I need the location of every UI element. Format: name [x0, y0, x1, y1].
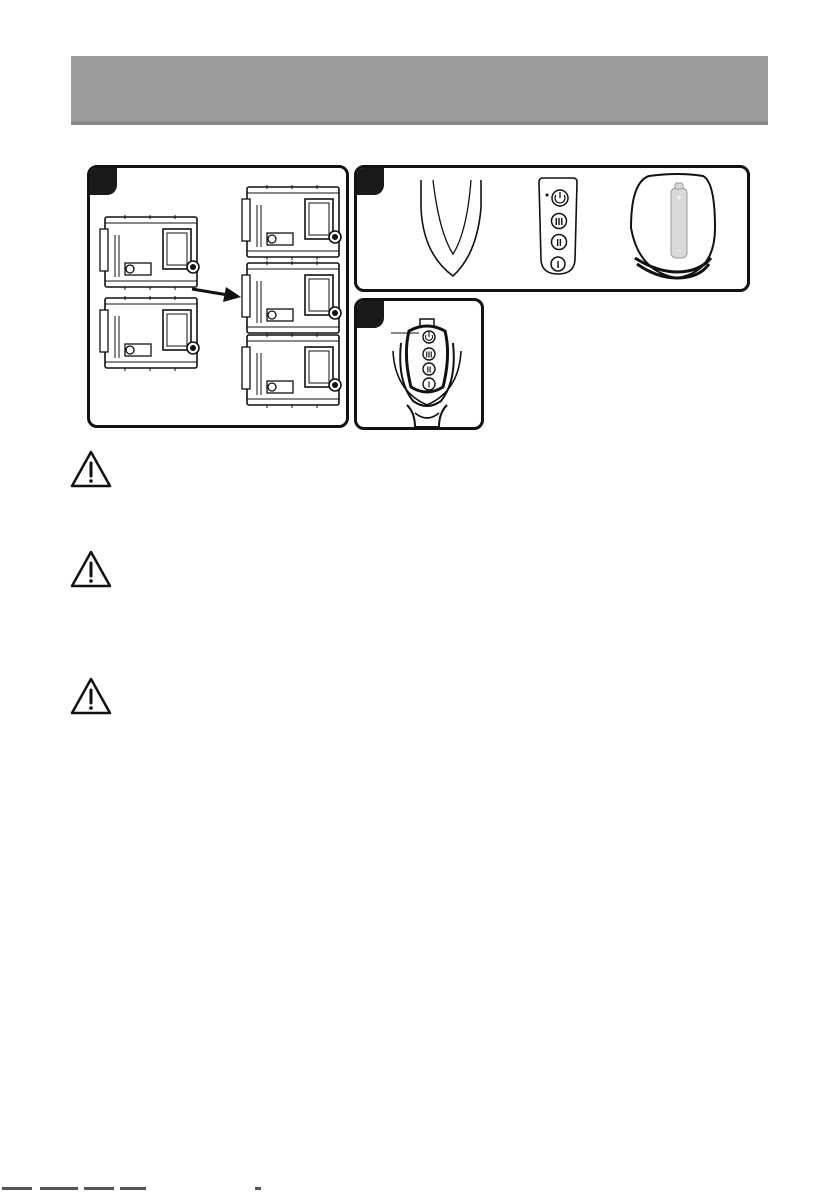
stacking-illustration [90, 168, 346, 425]
warning-triangle-icon [69, 549, 113, 589]
warning-triangle-icon [69, 449, 113, 489]
svg-text:II: II [426, 365, 432, 375]
figure-remote-parts-panel [354, 165, 750, 292]
remote-parts-illustration [357, 168, 747, 289]
figure-stacking-panel [87, 165, 349, 428]
figure-number-badge [357, 168, 384, 195]
section-header-bar [71, 56, 768, 125]
battery-minus-mark: − [676, 246, 682, 257]
svg-text:II: II [556, 238, 562, 249]
battery-plus-mark: + [676, 193, 682, 204]
svg-text:III: III [425, 350, 433, 360]
svg-text:I: I [427, 380, 431, 390]
warning-triangle-icon [69, 676, 113, 716]
page-footer-marks [0, 1182, 270, 1192]
figure-number-badge [357, 301, 384, 328]
svg-text:I: I [556, 260, 560, 271]
svg-text:III: III [554, 217, 564, 228]
figure-number-badge [90, 168, 117, 195]
figure-remote-holder-panel [354, 298, 484, 430]
